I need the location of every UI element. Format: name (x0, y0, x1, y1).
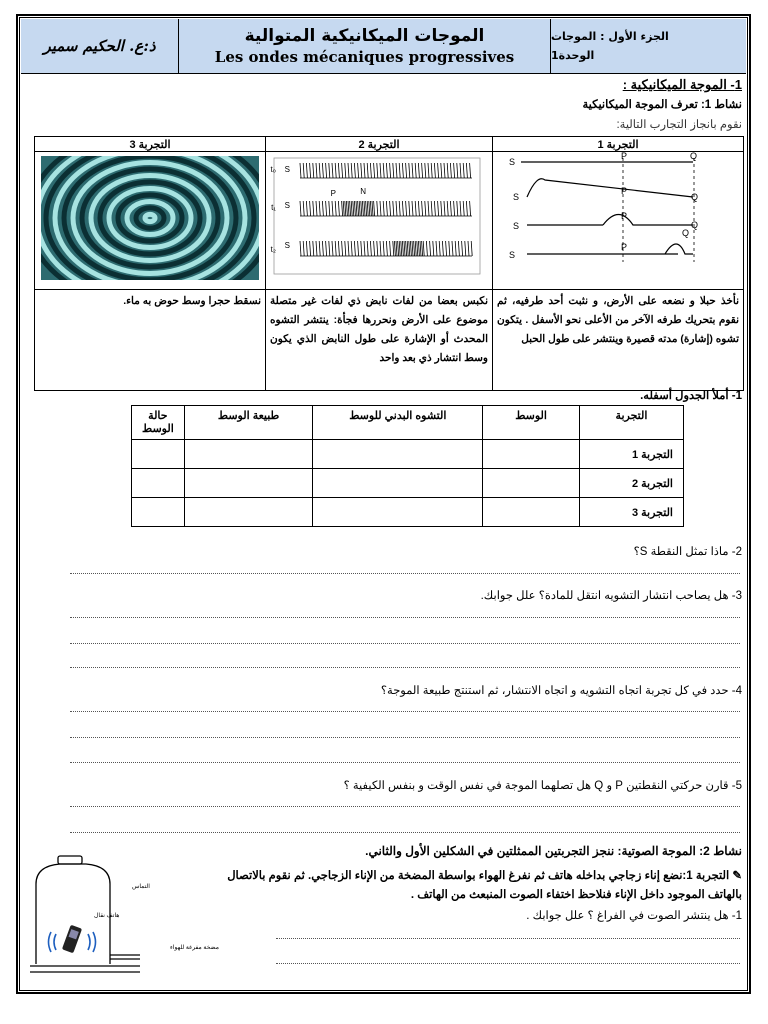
col-medium: الوسط (483, 406, 580, 440)
spring-t0: t₀ (270, 165, 276, 174)
answer-table (131, 405, 684, 527)
title-box (179, 19, 551, 73)
svg-text:P: P (620, 186, 627, 196)
question-2: 2- ماذا تمثل النقطة S؟ (633, 546, 742, 558)
rope-label-s: S (508, 157, 515, 167)
title-arabic: الموجات الميكانيكية المتوالية (244, 26, 485, 46)
exp1-header: التجربة 1 (493, 137, 744, 152)
header-bar (21, 19, 746, 74)
rope-figure-cell (493, 152, 744, 290)
part-box (551, 19, 746, 73)
task1-prompt: 1- أملأ الجدول أسفله. (640, 390, 742, 402)
spring-figure (266, 152, 492, 284)
activity2-title: نشاط 2: الموجة الصوتية: ننجز التجربتين الممثلتين في الشكلين الأول والثاني. (365, 844, 742, 858)
exp3-description: نسقط حجرا وسط حوض به ماء. (35, 290, 266, 391)
answer-line[interactable] (70, 617, 740, 618)
spring-t2: t₂ (270, 245, 276, 254)
spring-label-p: P (330, 189, 336, 198)
experiment1-text: التجربة 1:نضع إناء زجاجي بداخله هاتف ثم نفرغ الهواء بواسطة المضخة من الإناء الزجاجي. ثم نقوم بالاتصال بالهاتف الموجود داخل الإناء فنلاحظ اختفاء الصوت المنبعث من الهاتف . (227, 870, 742, 901)
unit-label: الوحدة1 (551, 49, 595, 62)
col-medium-nature: طبيعة الوسط (184, 406, 313, 440)
section1-title: 1- الموجة الميكانيكية : (622, 77, 742, 92)
spring-t1: t₁ (271, 203, 276, 212)
svg-text:P: P (620, 211, 627, 221)
ripple-figure (35, 152, 265, 284)
col-medium-state: حالة الوسط (132, 406, 185, 440)
answer-line[interactable] (276, 938, 740, 939)
title-french: Les ondes mécaniques progressives (214, 48, 515, 66)
answer-line[interactable] (70, 711, 740, 712)
exp2-description: نكبس بعضا من لفات نابض ذي لفات غير متصلة موضوع على الأرض ونحررها فجأة: ينتشر التشوه المحدث أو الإشارة على طول النابض الذي يكون وسط انتشار ذي بعد واحد (266, 290, 493, 391)
col-deformation: التشوه البدني للوسط (313, 406, 483, 440)
pump-label: مضخة مفرغة للهواء (170, 945, 219, 951)
answer-line[interactable] (70, 762, 740, 763)
question-4: 4- حدد في كل تجربة اتجاه التشويه و اتجاه الانتشار، ثم استنتج طبيعة الموجة؟ (380, 685, 742, 697)
answer-line[interactable] (70, 643, 740, 644)
svg-text:S: S (512, 192, 519, 202)
svg-text:S: S (284, 165, 290, 174)
exp1-description: نأخذ حبلا و نضعه على الأرض، و نثبت أحد طرفيه، ثم نقوم بتحريك طرفه الآخر من الأعلى نحو الأسفل . يتكون تشوه (إشارة) مدته قصيرة وينتشر على طول الحبل (493, 290, 744, 391)
exp2-header: التجربة 2 (266, 137, 493, 152)
answer-line[interactable] (70, 573, 740, 574)
author: ذ:ع. الحكيم سمير (21, 19, 179, 73)
rope-label-p: P (620, 151, 627, 161)
svg-text:S: S (284, 201, 290, 210)
svg-text:S: S (508, 250, 515, 260)
question-3: 3- هل يصاحب انتشار التشويه انتقل للمادة؟ علل جوابك. (480, 590, 742, 602)
answer-line[interactable] (70, 832, 740, 833)
answer-line[interactable] (70, 667, 740, 668)
answer-line[interactable] (70, 737, 740, 738)
answer-line[interactable] (276, 963, 740, 964)
svg-text:S: S (512, 221, 519, 231)
table-row: التجربة 1 (132, 440, 684, 469)
answer-line[interactable] (70, 806, 740, 807)
activity2-question: 1- هل ينتشر الصوت في الفراغ ؟ علل جوابك . (526, 910, 742, 922)
col-experiment: التجربة (579, 406, 683, 440)
exp3-header: التجربة 3 (35, 137, 266, 152)
intro-text: نقوم بانجاز التجارب التالية: (616, 119, 742, 131)
activity1-title: نشاط 1: تعرف الموجة الميكانيكية (582, 99, 742, 111)
table-row: التجربة 3 (132, 498, 684, 527)
phone-label: هاتف نقال (94, 913, 120, 919)
spring-figure-cell (266, 152, 493, 290)
question-5: 5- قارن حركتي النقطتين P و Q هل تصلهما الموجة في نفس الوقت و بنفس الكيفية ؟ (343, 780, 742, 792)
part-label: الجزء الأول : الموجات (551, 30, 669, 43)
svg-text:Q: Q (690, 192, 698, 202)
activity2-experiment1 (222, 867, 742, 905)
spring-label-n: N (360, 187, 366, 196)
svg-text:S: S (284, 241, 290, 250)
svg-text:Q: Q (690, 220, 698, 230)
wire-label: التماس (132, 884, 150, 890)
pencil-icon: ✎ (732, 870, 742, 882)
experiments-table (34, 136, 744, 391)
svg-text:P: P (620, 242, 627, 252)
table-row: التجربة 2 (132, 469, 684, 498)
rope-figure (493, 152, 743, 284)
rope-label-q: Q (689, 151, 697, 161)
bell-jar-figure (30, 852, 219, 987)
svg-text:Q: Q (681, 228, 689, 238)
ripple-figure-cell (35, 152, 266, 290)
phone-icon (62, 925, 82, 954)
